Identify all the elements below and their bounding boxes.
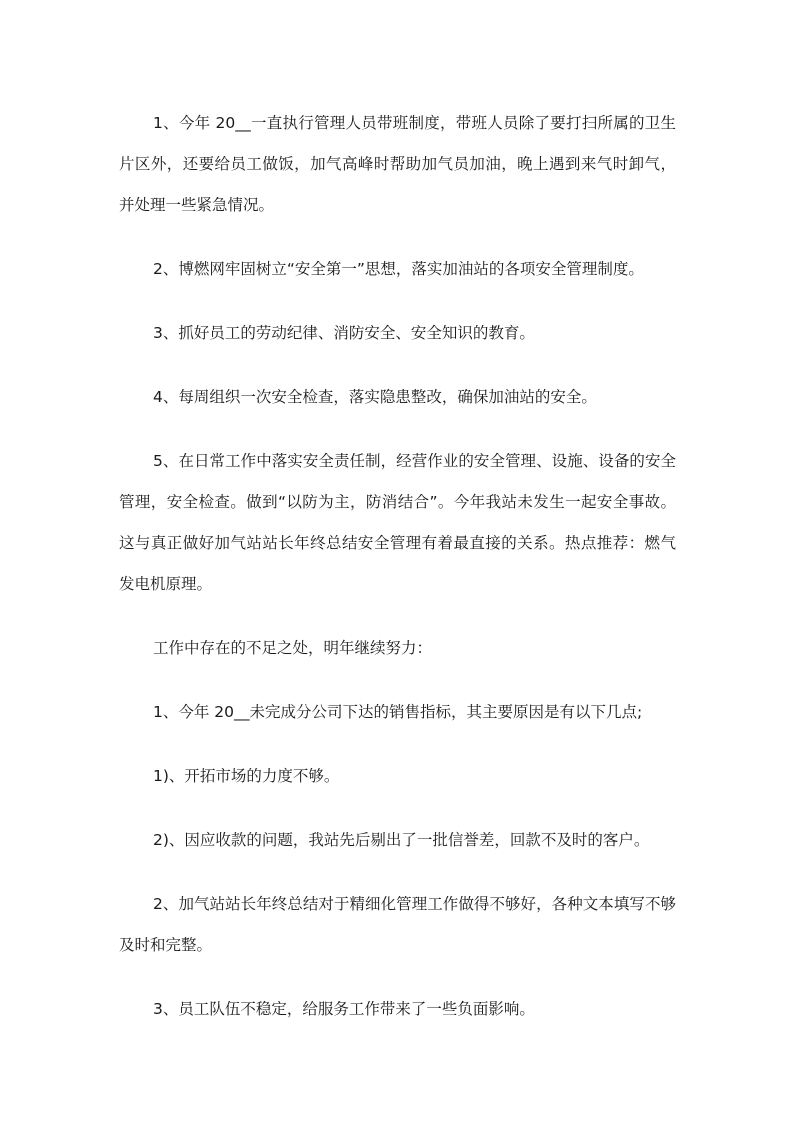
paragraph-2: 2、博燃网牢固树立“安全第一”思想，落实加油站的各项安全管理制度。: [153, 260, 644, 278]
paragraph-8: 1)、开拓市场的力度不够。: [153, 767, 340, 785]
paragraph-1: 1、今年 20__一直执行管理人员带班制度，带班人员除了要打扫所属的卫生片区外，还要给员工做饭，加气高峰时帮助加气员加油，晚上遇到来气时卸气，并处理一些紧急情况。: [119, 114, 676, 214]
paragraph-10: 2、加气站站长年终总结对于精细化管理工作做得不够好，各种文本填写不够及时和完整。: [119, 895, 676, 954]
paragraph-6: 工作中存在的不足之处，明年继续努力：: [153, 639, 433, 657]
paragraph-9: 2)、因应收款的问题，我站先后剔出了一批信誉差，回款不及时的客户。: [153, 831, 650, 849]
paragraph-5: 5、在日常工作中落实安全责任制，经营作业的安全管理、设施、设备的安全管理，安全检查。做到“以防为主，防消结合”。今年我站未发生一起安全事故。这与真正做好加气站站长年终总结安全管理有着最直接的关系。热点推荐：燃气发电机原理。: [119, 452, 676, 593]
paragraph-3: 3、抓好员工的劳动纪律、消防安全、安全知识的教育。: [153, 324, 535, 342]
paragraph-11: 3、员工队伍不稳定，给服务工作带来了一些负面影响。: [153, 1000, 535, 1018]
paragraph-7: 1、今年 20__未完成分公司下达的销售指标，其主要原因是有以下几点;: [153, 703, 643, 721]
paragraph-4: 4、每周组织一次安全检查，落实隐患整改，确保加油站的安全。: [153, 388, 597, 406]
document-body: [119, 103, 676, 1053]
